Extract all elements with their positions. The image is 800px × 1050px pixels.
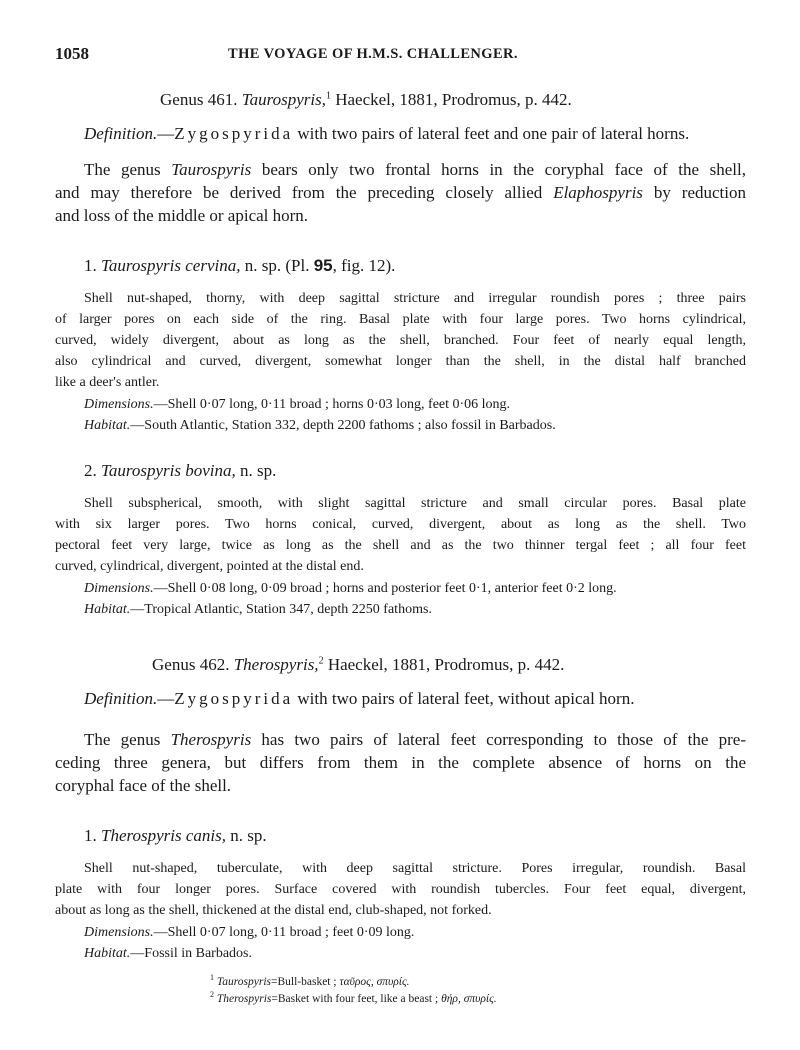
species-habitat: Habitat.—Fossil in Barbados. (84, 946, 253, 961)
genus-462-definition: Definition.—Zygospyrida with two pairs of lateral feet, without apical horn. (84, 689, 635, 708)
genus-461-heading: Genus 461. Taurospyris,$^1$ Haeckel, 1881, Prodromus, p. 442. (160, 90, 572, 109)
genus-461-para-line: The genus Taurospyris bears only two frontal horns in the coryphal face of the shell, (84, 160, 747, 179)
species-description-line: curved, widely divergent, about as long as the shell, branched. Four feet of nearly equal length, (55, 333, 746, 348)
species-habitat: Habitat.—South Atlantic, Station 332, depth 2200 fathoms ; also fossil in Barbados. (84, 418, 556, 433)
species-description-line: Shell nut-shaped, thorny, with deep sagittal stricture and irregular roundish pores ; three pairs (84, 291, 746, 306)
species-dimensions: Dimensions.—Shell 0·07 long, 0·11 broad ; feet 0·09 long. (84, 925, 415, 940)
species-description-line: Shell subspherical, smooth, with slight sagittal stricture and small circular pores. Basal plate (84, 496, 746, 511)
genus-461-para-line: and may therefore be derived from the preceding closely allied Elaphospyris by reduction (55, 183, 746, 202)
species-habitat: Habitat.—Tropical Atlantic, Station 347, depth 2250 fathoms. (84, 602, 432, 617)
genus-461-definition: Definition.—Zygospyrida with two pairs of lateral feet and one pair of lateral horns. (84, 124, 690, 143)
species-description-line: also cylindrical and curved, divergent, somewhat longer than the shell, in the distal half branched (55, 354, 746, 369)
species-description-line: curved, cylindrical, divergent, pointed at the distal end. (55, 559, 364, 574)
species-heading: 2. Taurospyris bovina, n. sp. (84, 461, 277, 480)
genus-462-heading: Genus 462. Therospyris,$^2$ Haeckel, 1881, Prodromus, p. 442. (152, 655, 565, 674)
running-title: THE VOYAGE OF H.M.S. CHALLENGER. (228, 46, 518, 62)
species-description-line: about as long as the shell, thickened at the distal end, club-shaped, not forked. (55, 903, 492, 918)
species-dimensions: Dimensions.—Shell 0·08 long, 0·09 broad ; horns and posterior feet 0·1, anterior feet 0·2 long. (84, 581, 617, 596)
species-description-line: with six larger pores. Two horns conical, curved, divergent, about as long as the shell. Two (55, 517, 746, 532)
species-heading: 1. Therospyris canis, n. sp. (84, 826, 267, 845)
genus-462-para-line: coryphal face of the shell. (55, 776, 232, 795)
species-description-line: plate with four longer pores. Surface covered with roundish tubercles. Four feet equal, divergent, (55, 882, 746, 897)
species-dimensions: Dimensions.—Shell 0·07 long, 0·11 broad ; horns 0·03 long, feet 0·06 long. (84, 397, 511, 412)
species-description-line: pectoral feet very large, twice as long as the shell and as the two thinner tergal feet ; all four feet (55, 538, 746, 553)
species-description-line: of larger pores on each side of the ring. Basal plate with four large pores. Two horns cylindrical, (55, 312, 746, 327)
species-description-line: Shell nut-shaped, tuberculate, with deep sagittal stricture. Pores irregular, roundish. Basal (84, 861, 746, 876)
species-description-line: like a deer's antler. (55, 375, 160, 390)
footnote: $^2$ Therospyris=Basket with four feet, like a beast ; θήρ, σπυρίς. (210, 990, 497, 1005)
footnote: $^1$ Taurospyris=Bull-basket ; ταῦρος, σπυρίς. (210, 973, 410, 988)
page-number: 1058 (55, 44, 89, 63)
genus-461-para-line: and loss of the middle or apical horn. (55, 206, 309, 225)
species-heading: 1. Taurospyris cervina, n. sp. (Pl. 95, fig. 12). (84, 256, 396, 275)
genus-462-para-line: ceding three genera, but differs from them in the complete absence of horns on the (55, 753, 746, 772)
genus-462-para-line: The genus Therospyris has two pairs of lateral feet corresponding to those of the pre- (84, 730, 747, 749)
